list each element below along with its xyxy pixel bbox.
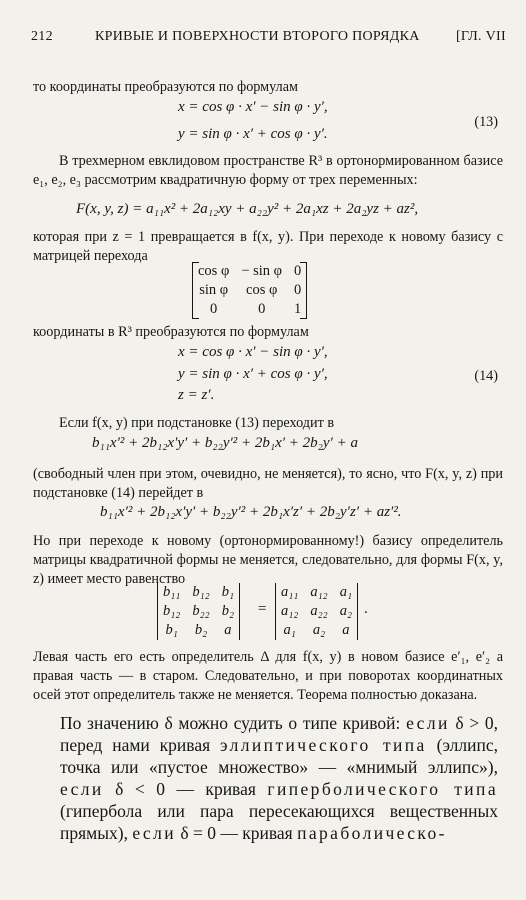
matrix-cell: a₁₂ [281,603,299,619]
equation-substitution-13: b₁₁x′² + 2b₁₂x′y′ + b₂₂y′² + 2b₁x′ + 2b₂y′ + a [92,435,358,451]
equation-14-line-1: x = cos φ · x′ − sin φ · y′, [178,344,328,360]
running-title: КРИВЫЕ И ПОВЕРХНОСТИ ВТОРОГО ПОРЯДКА [95,29,420,44]
matrix-row [192,281,307,300]
matrix-cell: b₁₁ [163,584,181,600]
determinant-right [275,583,358,640]
determinant-left [157,583,240,640]
determinant-period: . [364,601,368,617]
equation-quadratic-form: F(x, y, z) = a₁₁x² + 2a₁₂xy + a₂₂y² + 2a₁xz + 2a₂yz + az², [76,201,419,217]
matrix-cell: a₂ [312,622,326,638]
equation-14-line-2: y = sin φ · x′ + cos φ · y′, [178,366,328,382]
matrix-cell: 0 [258,301,266,317]
paragraph-9-delta-negative: δ < 0 — кривая [103,779,268,799]
equation-substitution-14: b₁₁x′² + 2b₁₂x′y′ + b₂₂y′² + 2b₁x′z′ + 2b₂y′z′ + az′². [100,504,402,520]
matrix-cell: a [224,622,232,638]
paragraph-9-intro: По значению δ можно судить о типе кривой: [60,713,407,733]
matrix-cell: − sin φ [241,263,283,279]
matrix-row [192,300,307,319]
matrix-cell: sin φ [199,282,229,298]
matrix-cell: a₁₁ [281,584,299,600]
paragraph-6: (свободный член при этом, очевидно, не меняется), то ясно, что F(x, y, z) при подстановке (14) перейдет в [33,466,503,501]
emphasis-elliptic-type: эллиптического типа [220,735,427,755]
matrix-cell: 0 [294,282,302,298]
matrix-cell: b₁₂ [192,584,210,600]
matrix-cell: 1 [294,301,302,317]
matrix-row [157,583,240,602]
paragraph-7: Но при переходе к новому (ортонормированному!) базису определитель матрицы квадратичной формы не меняется, следовательно, для формы F(x, y, z) имеет место равенство [33,533,503,587]
emphasis-if-1: если [406,713,450,733]
matrix-cell: b₁₂ [163,603,181,619]
paragraph-9-hyperbolic-cases: (гипербола или пара пересекающихся вещественных прямых), [60,801,498,843]
matrix-left-bracket [192,262,199,319]
paragraph-9-elliptic-cases: (эллипс, точка или «пустое множество» — «мнимый эллипс»), [60,735,498,777]
equation-14-line-3: z = z′. [178,387,215,403]
determinant-left-body [157,583,240,640]
matrix-right-bracket [300,262,307,319]
emphasis-if-3: если [132,823,176,843]
matrix-row [157,621,240,640]
emphasis-if-2: если [60,779,104,799]
matrix-cell: cos φ [198,263,230,279]
paragraph-4: координаты в R³ преобразуются по формулам [33,324,309,340]
matrix-cell: 0 [294,263,302,279]
paragraph-1: то координаты преобразуются по формулам [33,79,298,95]
equation-13-line-1: x = cos φ · x′ − sin φ · y′, [178,99,328,115]
matrix-row [157,602,240,621]
matrix-cell: a [342,622,350,638]
matrix-cell: a₂ [339,603,352,619]
paragraph-9-delta-positive: δ > 0, перед нами кривая [60,713,498,755]
paragraph-3: которая при z = 1 превращается в f(x, y). При переходе к новому базису с матрицей перехода [33,229,503,264]
matrix-row [275,602,358,621]
determinant-right-bar-close [357,583,358,640]
paragraph-5: Если f(x, y) при подстановке (13) переходит в [59,415,335,431]
matrix-row [275,621,358,640]
equation-number-14: (14) [474,368,498,384]
determinant-right-body [275,583,358,640]
determinant-right-bar-open [275,583,276,640]
matrix-body [192,262,307,319]
matrix-cell: 0 [210,301,218,317]
matrix-cell: cos φ [246,282,278,298]
emphasis-hyperbolic-type: гиперболического типа [267,779,498,799]
matrix-cell: b₁ [221,584,234,600]
matrix-cell: a₁₂ [310,584,328,600]
page-number: 212 [31,29,53,44]
matrix-row [192,262,307,281]
chapter-label: [ГЛ. VII [455,29,506,44]
matrix-cell: a₁ [283,622,296,638]
determinant-left-bar-close [239,583,240,640]
determinant-equals-sign: = [258,601,267,617]
paragraph-2: В трехмерном евклидовом пространстве R³ в ортонормированном базисе e₁, e₂, e₃ рассмотрим квадратичную форму от трех переменных: [33,153,503,188]
emphasis-parabolic: параболическо- [297,823,447,843]
equation-number-13: (13) [474,114,498,130]
determinant-left-bar-open [157,583,158,640]
matrix-cell: b₂ [221,603,234,619]
matrix-row [275,583,358,602]
equation-13-line-2: y = sin φ · x′ + cos φ · y′. [178,126,328,142]
paragraph-9-large-type [60,712,498,844]
matrix-cell: a₂₂ [310,603,328,619]
matrix-cell: b₂ [194,622,208,638]
transition-matrix [192,262,307,319]
matrix-cell: a₁ [339,584,352,600]
matrix-cell: b₁ [165,622,178,638]
matrix-cell: b₂₂ [192,603,210,619]
paragraph-8: Левая часть его есть определитель Δ для f(x, y) в новом базисе e′₁, e′₂ а правая часть — в старом. Следовательно, и при поворотах координатных осей этот определитель также не меняется. Теорема полностью доказана. [33,649,503,703]
paragraph-9-delta-zero: δ = 0 — кривая [176,823,298,843]
